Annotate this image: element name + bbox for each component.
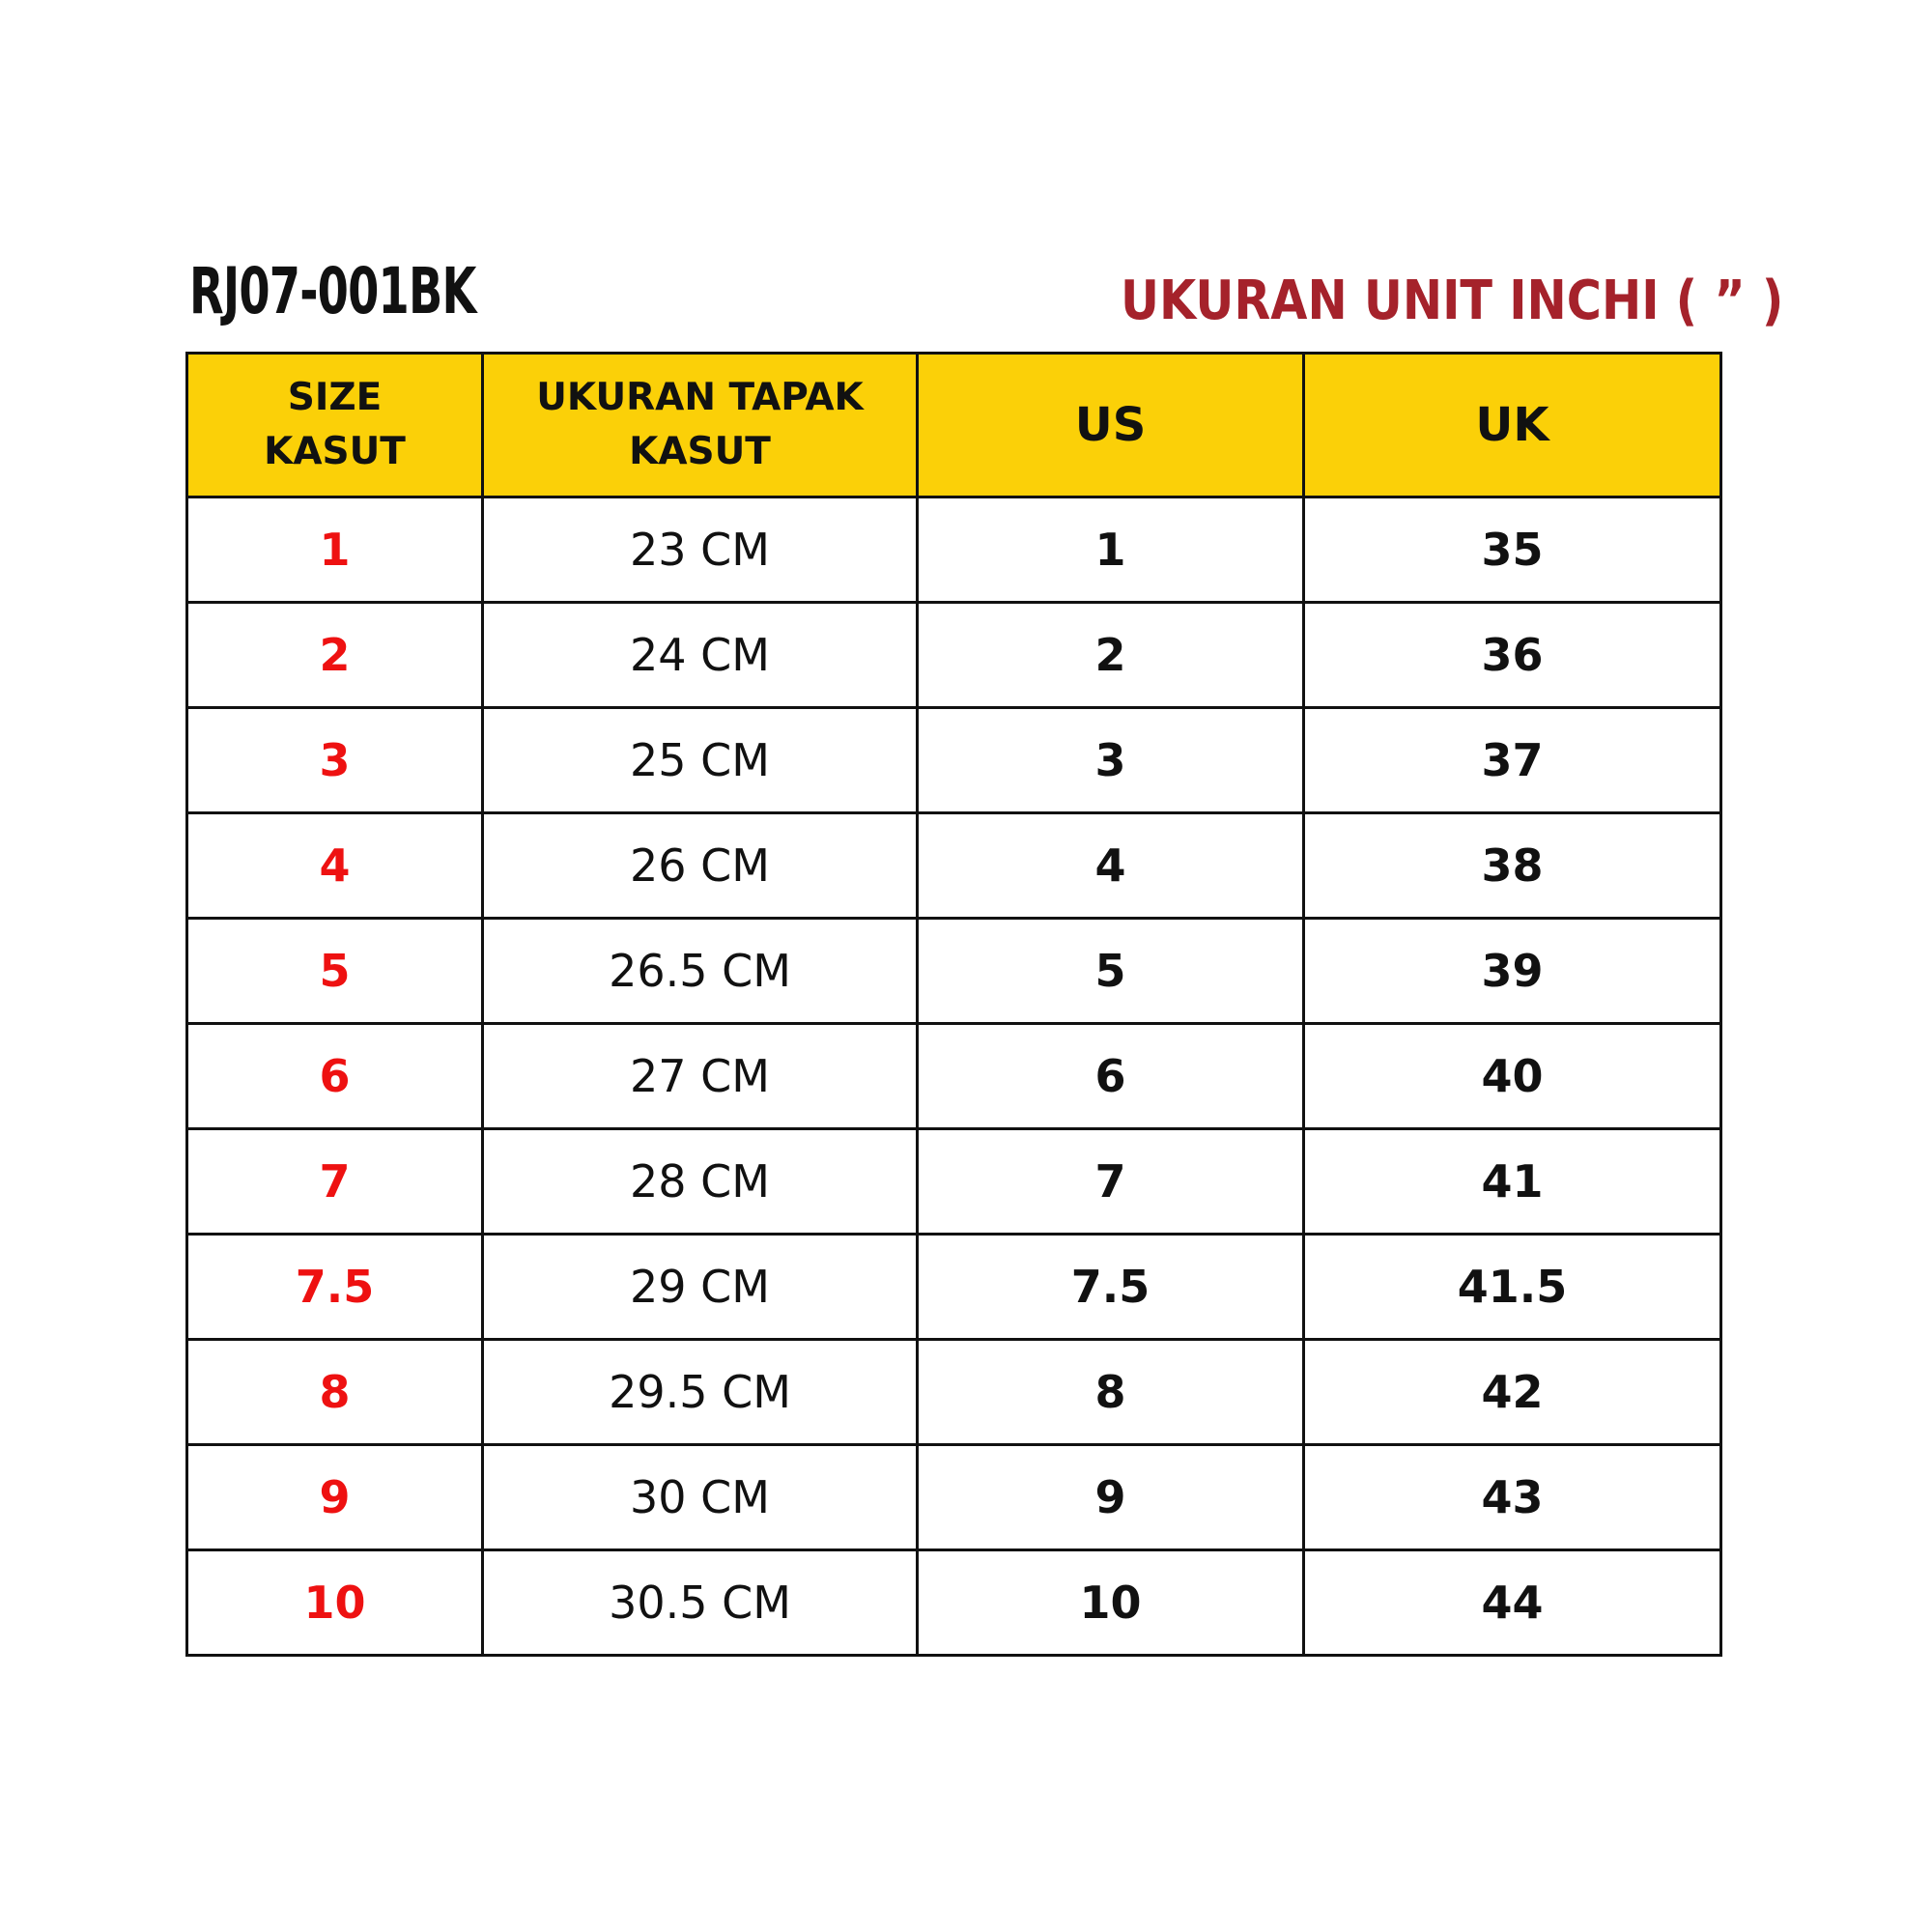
table-row (187, 1024, 1721, 1129)
table-row (187, 1235, 1721, 1340)
ukuran-tapak-cell: 26 CM (483, 813, 918, 919)
ukuran-tapak-cell: 23 CM (483, 497, 918, 603)
size-chart-table (185, 352, 1722, 1657)
uk-size-cell: 38 (1304, 813, 1721, 919)
table-row (187, 813, 1721, 919)
uk-size-cell: 41 (1304, 1129, 1721, 1235)
table-row (187, 1445, 1721, 1550)
us-size-cell: 10 (918, 1550, 1304, 1656)
us-size-cell: 9 (918, 1445, 1304, 1550)
us-size-cell: 4 (918, 813, 1304, 919)
us-size-cell: 7.5 (918, 1235, 1304, 1340)
table-header-row (187, 354, 1721, 497)
header-uk: UK (1304, 354, 1721, 497)
ukuran-tapak-cell: 30 CM (483, 1445, 918, 1550)
us-size-cell: 8 (918, 1340, 1304, 1445)
size-kasut-cell: 6 (187, 1024, 483, 1129)
ukuran-tapak-cell: 27 CM (483, 1024, 918, 1129)
header-ukuran-tapak-line1: UKURAN TAPAK (536, 376, 864, 419)
ukuran-tapak-cell: 28 CM (483, 1129, 918, 1235)
uk-size-cell: 37 (1304, 708, 1721, 813)
header-us: US (918, 354, 1304, 497)
unit-title: UKURAN UNIT INCHI ( ” ) (1121, 270, 1784, 332)
us-size-cell: 3 (918, 708, 1304, 813)
size-kasut-cell: 4 (187, 813, 483, 919)
table-row (187, 603, 1721, 708)
ukuran-tapak-cell: 26.5 CM (483, 919, 918, 1024)
size-kasut-cell: 2 (187, 603, 483, 708)
size-kasut-cell: 10 (187, 1550, 483, 1656)
size-kasut-cell: 8 (187, 1340, 483, 1445)
uk-size-cell: 35 (1304, 497, 1721, 603)
table-body (187, 497, 1721, 1656)
uk-size-cell: 39 (1304, 919, 1721, 1024)
size-kasut-cell: 9 (187, 1445, 483, 1550)
uk-size-cell: 40 (1304, 1024, 1721, 1129)
us-size-cell: 5 (918, 919, 1304, 1024)
table-row (187, 497, 1721, 603)
us-size-cell: 2 (918, 603, 1304, 708)
table-row (187, 708, 1721, 813)
header-size-kasut-line1: SIZE (287, 376, 383, 419)
uk-size-cell: 36 (1304, 603, 1721, 708)
uk-size-cell: 43 (1304, 1445, 1721, 1550)
table-row (187, 1550, 1721, 1656)
header-ukuran-tapak-line2: KASUT (629, 430, 771, 473)
uk-size-cell: 41.5 (1304, 1235, 1721, 1340)
uk-size-cell: 44 (1304, 1550, 1721, 1656)
size-kasut-cell: 7.5 (187, 1235, 483, 1340)
size-kasut-cell: 5 (187, 919, 483, 1024)
us-size-cell: 7 (918, 1129, 1304, 1235)
product-code: RJ07-001BK (189, 254, 476, 328)
size-kasut-cell: 3 (187, 708, 483, 813)
size-kasut-cell: 1 (187, 497, 483, 603)
ukuran-tapak-cell: 25 CM (483, 708, 918, 813)
us-size-cell: 6 (918, 1024, 1304, 1129)
ukuran-tapak-cell: 24 CM (483, 603, 918, 708)
table-row (187, 919, 1721, 1024)
header-ukuran-tapak (483, 354, 918, 497)
header-size-kasut (187, 354, 483, 497)
ukuran-tapak-cell: 29.5 CM (483, 1340, 918, 1445)
ukuran-tapak-cell: 30.5 CM (483, 1550, 918, 1656)
ukuran-tapak-cell: 29 CM (483, 1235, 918, 1340)
table-row (187, 1340, 1721, 1445)
header-size-kasut-line2: KASUT (264, 430, 406, 473)
uk-size-cell: 42 (1304, 1340, 1721, 1445)
table-row (187, 1129, 1721, 1235)
us-size-cell: 1 (918, 497, 1304, 603)
size-kasut-cell: 7 (187, 1129, 483, 1235)
